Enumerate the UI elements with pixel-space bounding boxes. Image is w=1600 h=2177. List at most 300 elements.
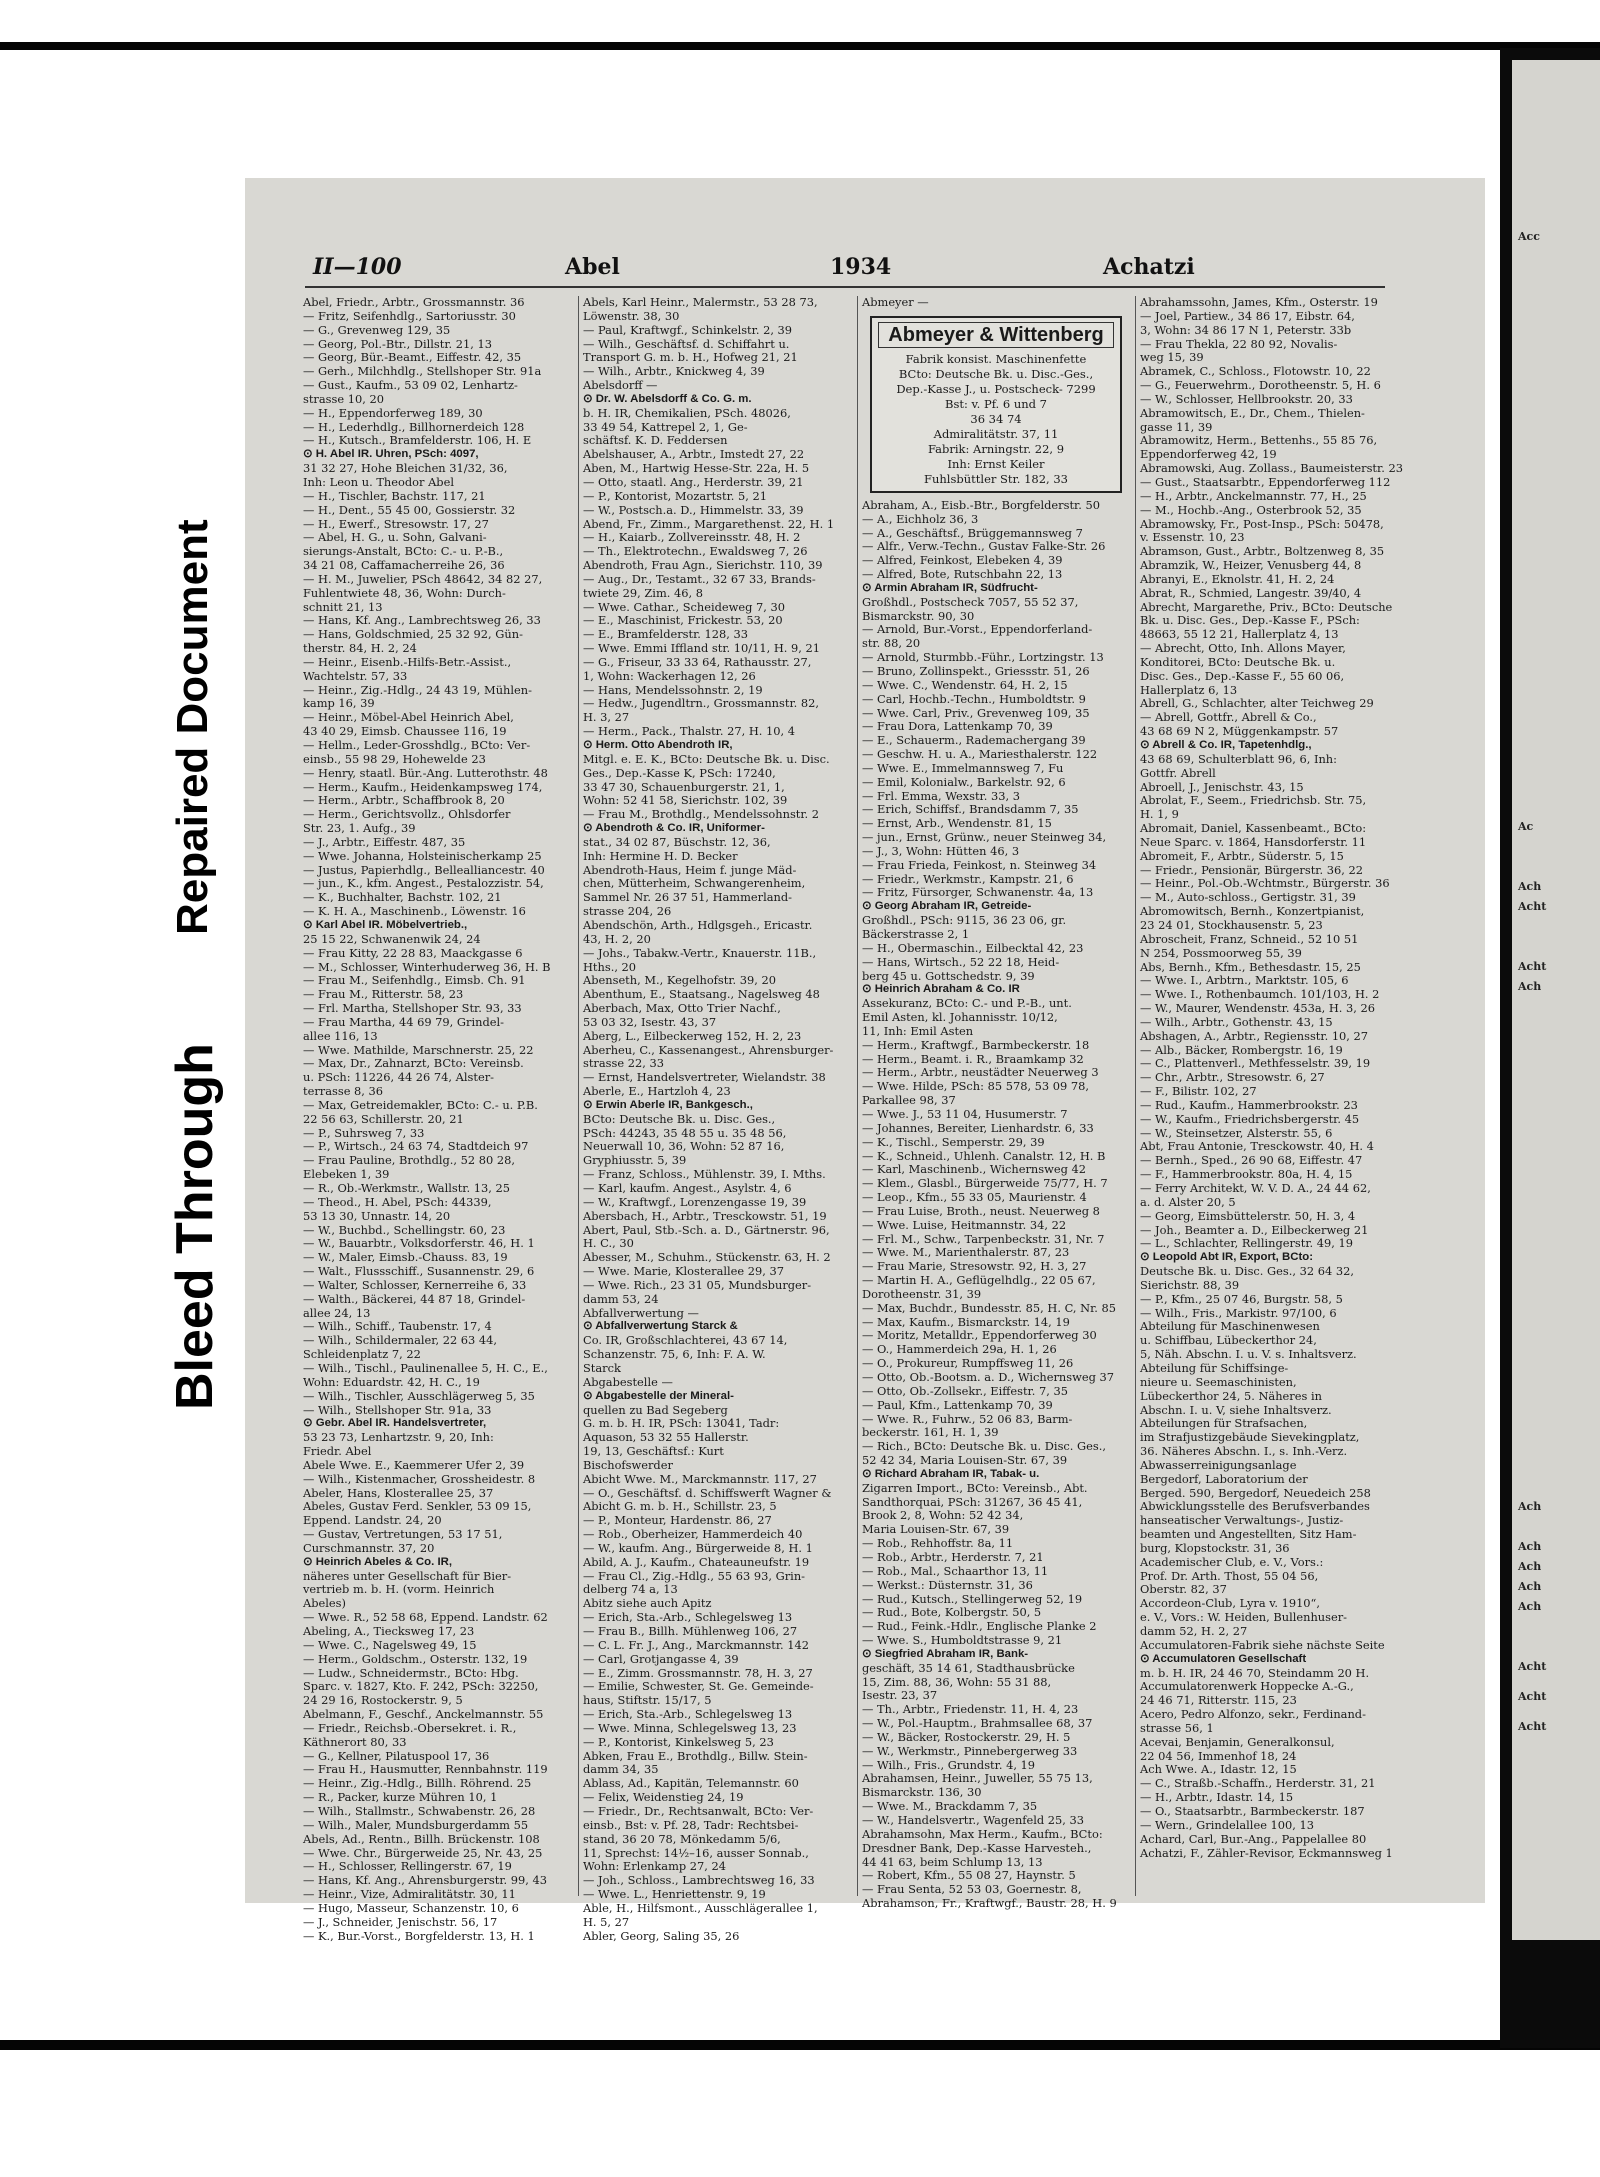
directory-entry: Abgabestelle — — [583, 1374, 673, 1389]
directory-entry: therstr. 84, H. 2, 24 — [303, 641, 417, 656]
directory-entry: Ach Wwe. A., Idastr. 12, 15 — [1140, 1762, 1297, 1777]
directory-entry: — Herm., Beamt. i. R., Braamkamp 32 — [862, 1051, 1084, 1066]
directory-entry: — Walter, Schlosser, Kernerreihe 6, 33 — [303, 1277, 527, 1292]
directory-entry: — H., Ewerf., Stresowstr. 17, 27 — [303, 516, 489, 531]
directory-entry: — W., Kaufm., Friedrichsbergerstr. 45 — [1140, 1111, 1360, 1126]
directory-entry: — Ernst, Handelsvertreter, Wielandstr. 38 — [583, 1070, 826, 1085]
directory-entry: terrasse 8, 36 — [303, 1084, 384, 1099]
directory-entry: quellen zu Bad Segeberg — [583, 1402, 728, 1417]
directory-entry: — M., Hochb.-Ang., Osterbrook 52, 35 — [1140, 502, 1362, 517]
directory-entry: Abwicklungsstelle des Berufsverbandes — [1140, 1499, 1370, 1514]
directory-entry: Str. 23, 1. Aufg., 39 — [303, 821, 416, 836]
directory-entry: — E., Bramfelderstr. 128, 33 — [583, 627, 749, 642]
directory-entry: — H., Arbtr., Idastr. 14, 15 — [1140, 1790, 1294, 1805]
directory-entry: Wachtelstr. 57, 33 — [303, 668, 408, 683]
directory-entry: Academischer Club, e. V., Vors.: — [1140, 1554, 1324, 1569]
directory-entry: Abschn. I. u. V, siehe Inhaltsverz. — [1140, 1402, 1332, 1417]
directory-entry: 22 04 56, Immenhof 18, 24 — [1140, 1748, 1297, 1763]
directory-entry: Abramowitz, Herm., Bettenhs., 55 85 76, — [1140, 433, 1378, 448]
directory-entry: — O., Prokureur, Rumpffsweg 11, 26 — [862, 1356, 1074, 1371]
directory-entry: — Hans, Kf. Ang., Lambrechtsweg 26, 33 — [303, 613, 541, 628]
directory-entry: — Friedr., Dr., Rechtsanwalt, BCto: Ver- — [583, 1803, 814, 1818]
directory-entry: — Joh., Beamter a. D., Eilbeckerweg 21 — [1140, 1222, 1369, 1237]
directory-entry: — Wilh., Fris., Markistr. 97/100, 6 — [1140, 1305, 1337, 1320]
directory-entry: — W., Pol.-Hauptm., Brahmsallee 68, 37 — [862, 1716, 1093, 1731]
directory-entry: — W., Bauarbtr., Volksdorferstr. 46, H. 1 — [303, 1236, 535, 1251]
directory-entry: Gryphiusstr. 5, 39 — [583, 1153, 687, 1168]
advertisement-title: Abmeyer & Wittenberg — [878, 322, 1114, 348]
directory-entry: — Hans, Wirtsch., 52 22 18, Heid- — [862, 954, 1060, 969]
directory-entry: näheres unter Gesellschaft für Bier- — [303, 1568, 512, 1583]
directory-entry: Ges., Dep.-Kasse K, PSch: 17240, — [583, 765, 776, 780]
directory-entry: — Frau Pauline, Brothdlg., 52 80 28, — [303, 1153, 516, 1168]
directory-entry: ⊙ Armin Abraham IR, Südfrucht- — [862, 581, 1038, 594]
directory-entry: strasse 10, 20 — [303, 391, 384, 406]
directory-entry: — K., Buchhalter, Bachstr. 102, 21 — [303, 890, 502, 905]
directory-entry: 1, Wohn: Wackerhagen 12, 26 — [583, 668, 756, 683]
directory-entry: — Friedr., Pensionär, Bürgerstr. 36, 22 — [1140, 862, 1363, 877]
directory-entry: — H., Eppendorferweg 189, 30 — [303, 405, 483, 420]
directory-entry: ⊙ Georg Abraham IR, Getreide- — [862, 900, 1032, 913]
column-3 — [862, 295, 1130, 1911]
directory-entry: — Wwe. L., Henriettenstr. 9, 19 — [583, 1887, 766, 1902]
directory-entry: H. 1, 9 — [1140, 807, 1179, 822]
directory-entry: — Abel, H. G., u. Sohn, Galvani- — [303, 530, 487, 545]
directory-entry: — Frau B., Billh. Mühlenweg 106, 27 — [583, 1624, 798, 1638]
directory-entry: — Wwe. Cathar., Scheideweg 7, 30 — [583, 599, 786, 614]
directory-entry: — Robert, Kfm., 55 08 27, Haynstr. 5 — [862, 1868, 1076, 1883]
directory-entry: — jun., K., kfm. Angest., Pestalozzistr. 54, — [303, 876, 544, 891]
directory-entry: — Emil, Kolonialw., Barkelstr. 92, 6 — [862, 774, 1066, 789]
directory-entry: Abrahamsen, Heinr., Juweller, 55 75 13, — [862, 1771, 1093, 1786]
advertisement-box — [870, 316, 1122, 493]
directory-entry: Löwenstr. 38, 30 — [583, 308, 680, 323]
directory-entry: stand, 36 20 78, Mönkedamm 5/6, — [583, 1831, 781, 1846]
directory-entry: — Johs., Tabakw.-Vertr., Knauerstr. 11B., — [583, 945, 817, 960]
directory-entry: — Herm., Goldschm., Osterstr. 132, 19 — [303, 1651, 528, 1666]
directory-entry: — H., Obermaschin., Eilbecktal 42, 23 — [862, 940, 1084, 955]
directory-entry: — Wwe. Johanna, Holsteinischerkamp 25 — [303, 848, 542, 863]
directory-entry: — Gust., Staatsarbtr., Eppendorferweg 112 — [1140, 474, 1391, 489]
directory-entry: 11, Inh: Emil Asten — [862, 1023, 974, 1038]
directory-entry: beckerstr. 161, H. 1, 39 — [862, 1425, 999, 1440]
directory-entry: — Herm., Arbtr., Schaffbrook 8, 20 — [303, 793, 505, 808]
directory-entry: 43 68 69, Schulterblatt 96, 6, Inh: — [1140, 751, 1337, 766]
directory-entry: — Otto, staatl. Ang., Herderstr. 39, 21 — [583, 474, 804, 489]
directory-entry: — Alfred, Feinkost, Elebeken 4, 39 — [862, 553, 1063, 568]
directory-entry: — Werkst.: Düsternstr. 31, 36 — [862, 1577, 1033, 1592]
directory-entry: — Hans, Goldschmied, 25 32 92, Gün- — [303, 627, 523, 642]
directory-entry: — Wilh., Fris., Grundstr. 4, 19 — [862, 1757, 1036, 1772]
directory-entry: Großhdl., Postscheck 7057, 55 52 37, — [862, 594, 1079, 609]
directory-entry: 43, H. 2, 20 — [583, 931, 651, 946]
adjacent-page-text: Acht — [1518, 900, 1547, 913]
directory-entry: Abteilungen für Strafsachen, — [1140, 1416, 1308, 1431]
directory-entry: — Frau M., Seifenhdlg., Eimsb. Ch. 91 — [303, 973, 526, 988]
directory-entry: Aquason, 53 32 55 Hallerstr. — [583, 1430, 749, 1445]
directory-entry: Abranyi, E., Eknolstr. 41, H. 2, 24 — [1140, 571, 1335, 586]
adjacent-page-text: Ach — [1518, 1560, 1542, 1573]
directory-entry: Abitz siehe auch Apitz — [583, 1596, 712, 1611]
directory-entry: Abels, Karl Heinr., Malermstr., 53 28 73, — [583, 295, 818, 309]
page-number: II—100 — [313, 254, 402, 280]
directory-entry: — Th., Arbtr., Friedenstr. 11, H. 4, 23 — [862, 1702, 1079, 1717]
directory-entry: Aberbach, Max, Otto Trier Nachf., — [583, 1001, 781, 1016]
directory-entry: — Frl. Martha, Stellshoper Str. 93, 33 — [303, 1001, 522, 1016]
directory-entry: Abroscheit, Franz, Schneid., 52 10 51 — [1140, 931, 1359, 946]
adjacent-page-text: Acht — [1518, 1660, 1547, 1673]
directory-entry: str. 88, 20 — [862, 636, 921, 651]
directory-entry: — J., Arbtr., Eiffestr. 487, 35 — [303, 834, 466, 849]
directory-entry: ⊙ Dr. W. Abelsdorff & Co. G. m. — [583, 392, 752, 405]
adjacent-page-text: Acht — [1518, 1720, 1547, 1733]
directory-entry: — E., Schauerm., Rademachergang 39 — [862, 733, 1086, 748]
adjacent-page-text: Ach — [1518, 1580, 1542, 1593]
directory-entry: Oberstr. 82, 37 — [1140, 1582, 1227, 1597]
directory-entry: — Franz, Schloss., Mühlenstr. 39, I. Mths. — [583, 1167, 826, 1182]
advertisement-line: Inh: Ernst Keiler — [947, 456, 1045, 471]
directory-entry: Schleidenplatz 7, 22 — [303, 1347, 421, 1362]
directory-entry: Starck — [583, 1360, 621, 1375]
directory-entry: Gottfr. Abrell — [1140, 765, 1216, 780]
directory-entry: 52 42 34, Maria Louisen-Str. 67, 39 — [862, 1453, 1068, 1468]
directory-entry: — Herm., Kraftwgf., Barmbeckerstr. 18 — [862, 1037, 1090, 1052]
directory-entry: 53 13 30, Unnastr. 14, 20 — [303, 1208, 451, 1223]
directory-entry: — Herm., Arbtr., neustädter Neuerweg 3 — [862, 1065, 1099, 1080]
directory-entry: — Wwe. Hilde, PSch: 85 578, 53 09 78, — [862, 1079, 1090, 1094]
advertisement-line: Fabrik: Arningstr. 22, 9 — [927, 441, 1065, 456]
directory-entry: Abteilung für Schiffsinge- — [1140, 1360, 1289, 1375]
directory-entry: — E., Maschinist, Frickestr. 53, 20 — [583, 613, 783, 628]
directory-entry: PSch: 44243, 35 48 55 u. 35 48 56, — [583, 1125, 787, 1140]
adjacent-page-text: Ach — [1518, 1600, 1542, 1613]
directory-entry: — Moritz, Metalldr., Eppendorferweg 30 — [862, 1328, 1097, 1343]
directory-entry: H. 3, 27 — [583, 710, 630, 725]
directory-entry: — Wwe. R., Fuhrw., 52 06 83, Barm- — [862, 1411, 1073, 1426]
directory-entry: — Wilh., Schildermaler, 22 63 44, — [303, 1333, 498, 1348]
directory-entry: 33 49 54, Kattrepel 2, 1, Ge- — [583, 419, 748, 434]
directory-entry: Abel, Friedr., Arbtr., Grossmannstr. 36 — [303, 295, 525, 309]
directory-entry: — Otto, Ob.-Zollsekr., Eiffestr. 7, 35 — [862, 1383, 1068, 1398]
directory-entry: Bischofswerder — [583, 1457, 673, 1472]
column-divider — [578, 296, 579, 1896]
directory-entry: — Wwe. Rich., 23 31 05, Mundsburger- — [583, 1277, 812, 1292]
directory-entry: Abrahamson, Fr., Kraftwgf., Baustr. 28, H. 9 — [862, 1896, 1117, 1911]
directory-entry: — H., Kaiarb., Zollvereinsstr. 48, H. 2 — [583, 530, 801, 545]
directory-entry: Abramek, C., Schloss., Flotowstr. 10, 22 — [1140, 364, 1371, 379]
directory-entry: — Martin H. A., Geflügelhdlg., 22 05 67, — [862, 1273, 1096, 1288]
directory-entry: — K. H. A., Maschinenb., Löwenstr. 16 — [303, 904, 526, 919]
directory-entry: — Wwe. E., Immelmannsweg 7, Fu — [862, 760, 1064, 775]
directory-entry: — Heinr., Eisenb.-Hilfs-Betr.-Assist., — [303, 654, 512, 669]
directory-entry: — Frau M., Ritterstr. 58, 23 — [303, 987, 464, 1002]
directory-entry: — Bruno, Zollinspekt., Griessstr. 51, 26 — [862, 663, 1090, 678]
directory-entry: — Rud., Bote, Kolbergstr. 50, 5 — [862, 1605, 1042, 1620]
directory-entry: — Rob., Mal., Schaarthor 13, 11 — [862, 1563, 1049, 1578]
directory-entry: Hths., 20 — [583, 959, 637, 974]
directory-entry: geschäft, 35 14 61, Stadthausbrücke — [862, 1660, 1075, 1675]
directory-entry: — O., Staatsarbtr., Barmbeckerstr. 187 — [1140, 1803, 1365, 1818]
directory-entry: — Wilh., Arbtr., Gothenstr. 43, 15 — [1140, 1014, 1333, 1029]
directory-entry: burg, Klopstockstr. 31, 36 — [1140, 1540, 1290, 1555]
directory-entry: N 254, Possmoorweg 55, 39 — [1140, 945, 1302, 960]
directory-entry: — P., Wirtsch., 24 63 74, Stadtdeich 97 — [303, 1139, 529, 1154]
directory-entry: 31 32 27, Hohe Bleichen 31/32, 36, — [303, 461, 508, 476]
directory-entry: ⊙ Siegfried Abraham IR, Bank- — [862, 1647, 1029, 1660]
directory-entry: — W., kaufm. Ang., Bürgerweide 8, H. 1 — [583, 1540, 813, 1555]
directory-entry: Abicht Wwe. M., Marckmannstr. 117, 27 — [583, 1471, 817, 1486]
directory-entry: — Gust., Kaufm., 53 09 02, Lenhartz- — [303, 378, 518, 393]
directory-entry: — K., Tischl., Semperstr. 29, 39 — [862, 1134, 1045, 1149]
directory-entry: — G., Feuerwehrm., Dorotheenstr. 5, H. 6 — [1140, 378, 1381, 393]
directory-entry: — K., Schneid., Uhlenh. Canalstr. 12, H. B — [862, 1148, 1106, 1163]
directory-entry: allee 24, 13 — [303, 1305, 371, 1320]
directory-entry: — Hellm., Leder-Grosshdlg., BCto: Ver- — [303, 738, 531, 752]
directory-entry: — Rud., Feink.-Hdlr., Englische Planke 2 — [862, 1619, 1097, 1634]
directory-entry: ⊙ Abgabestelle der Mineral- — [583, 1389, 734, 1402]
directory-entry: — Frau Kitty, 22 28 83, Maackgasse 6 — [303, 945, 523, 960]
directory-entry: — Ernst, Arb., Wendenstr. 81, 15 — [862, 816, 1052, 831]
directory-entry: Schanzenstr. 75, 6, Inh: F. A. W. — [583, 1347, 766, 1362]
header-year: 1934 — [830, 254, 892, 280]
directory-entry: 22 56 63, Schillerstr. 20, 21 — [303, 1111, 464, 1126]
directory-entry: — Fritz, Fürsorger, Schwanenstr. 4a, 13 — [862, 885, 1094, 900]
directory-entry: Deutsche Bk. u. Disc. Ges., 32 64 32, — [1140, 1264, 1354, 1279]
directory-entry: Transport G. m. b. H., Hofweg 21, 21 — [583, 350, 798, 365]
directory-entry: — H., Lederhdlg., Billhornerdeich 128 — [303, 419, 525, 434]
directory-entry: — P., Monteur, Hardenstr. 86, 27 — [583, 1513, 772, 1528]
adjacent-page-text: Acc — [1518, 230, 1540, 243]
directory-entry: Fuhlentwiete 48, 36, Wohn: Durch- — [303, 585, 506, 600]
directory-entry: — Wilh., Schiff., Taubenstr. 17, 4 — [303, 1319, 492, 1334]
directory-entry: Achatzi, F., Zähler-Revisor, Eckmannsweg 1 — [1140, 1845, 1393, 1860]
directory-entry: Abrell, G., Schlachter, alter Teichweg 29 — [1140, 696, 1374, 711]
directory-entry: Abenthum, E., Staatsang., Nagelsweg 48 — [583, 987, 820, 1002]
directory-entry: Maria Louisen-Str. 67, 39 — [862, 1522, 1010, 1537]
directory-entry: vertrieb m. b. H. (vorm. Heinrich — [303, 1582, 495, 1597]
directory-entry: — Frau Marie, Stresowstr. 92, H. 3, 27 — [862, 1259, 1087, 1274]
directory-entry: Ablass, Ad., Kapitän, Telemannstr. 60 — [583, 1776, 799, 1791]
directory-entry: — W., Bäcker, Rostockerstr. 29, H. 5 — [862, 1729, 1071, 1744]
directory-entry: — Heinr., Pol.-Ob.-Wchtmstr., Bürgerstr. 36 — [1140, 876, 1390, 891]
directory-entry: — Alfr., Verw.-Techn., Gustav Falke-Str. 26 — [862, 539, 1106, 554]
directory-entry: 43 68 69 N 2, Müggenkampstr. 57 — [1140, 724, 1339, 739]
directory-entry: Abmeyer — — [862, 295, 929, 309]
directory-entry: ⊙ Leopold Abt IR, Export, BCto: — [1140, 1251, 1314, 1264]
column-2 — [583, 295, 851, 1943]
directory-entry: Aberle, E., Hartzloh 4, 23 — [583, 1084, 731, 1099]
directory-entry: Aberg, L., Eilbeckerweg 152, H. 2, 23 — [583, 1028, 802, 1043]
directory-entry: — Frau Cl., Zig.-Hdlg., 55 63 93, Grin- — [583, 1568, 806, 1583]
directory-entry: Abken, Frau E., Brothdlg., Billw. Stein- — [583, 1748, 808, 1763]
adjacent-page-text: Ach — [1518, 980, 1542, 993]
directory-entry: delberg 74 a, 13 — [583, 1582, 678, 1597]
directory-entry: Abroell, J., Jenischstr. 43, 15 — [1140, 779, 1304, 794]
directory-entry: Achard, Carl, Bur.-Ang., Pappelallee 80 — [1140, 1831, 1367, 1846]
directory-entry: Abeles) — [303, 1596, 346, 1611]
directory-entry: — W., Steinsetzer, Alsterstr. 55, 6 — [1140, 1125, 1333, 1140]
column-divider — [1135, 296, 1136, 1896]
directory-entry: — W., Buchbd., Schellingstr. 60, 23 — [303, 1222, 506, 1237]
directory-entry: Aberheu, C., Kassenangest., Ahrensburger- — [583, 1042, 834, 1057]
directory-entry: Friedr. Abel — [303, 1444, 372, 1459]
directory-entry: Abeles, Gustav Ferd. Senkler, 53 09 15, — [303, 1499, 532, 1514]
directory-entry: — H., Kutsch., Bramfelderstr. 106, H. E — [303, 433, 532, 448]
directory-entry: Bäckerstrasse 2, 1 — [862, 927, 970, 941]
advertisement-line: Bst: v. Pf. 6 und 7 — [945, 396, 1047, 411]
directory-entry: — Herm., Pack., Thalstr. 27, H. 10, 4 — [583, 724, 795, 739]
directory-entry: Lübeckerthor 24, 5. Näheres in — [1140, 1388, 1322, 1403]
directory-entry: weg 15, 39 — [1140, 350, 1204, 365]
directory-entry: — Gustav, Vertretungen, 53 17 51, — [303, 1527, 503, 1542]
directory-entry: — C., Straßb.-Schaffn., Herderstr. 31, 21 — [1140, 1776, 1376, 1791]
directory-entry: — W., Schlosser, Hellbrookstr. 20, 33 — [1140, 391, 1353, 406]
directory-entry: Neuerwall 10, 36, Wohn: 52 87 16, — [583, 1139, 785, 1154]
directory-entry: 43 40 29, Eimsb. Chaussee 116, 19 — [303, 724, 507, 739]
directory-entry: Abicht G. m. b. H., Schillstr. 23, 5 — [583, 1499, 777, 1514]
directory-entry: einsb., 55 98 29, Hohewelde 23 — [303, 751, 486, 766]
directory-entry: Abend, Fr., Zimm., Margarethenst. 22, H. 1 — [583, 516, 835, 531]
directory-entry: — H., Arbtr., Anckelmannstr. 77, H., 25 — [1140, 488, 1367, 503]
directory-entry: 24 29 16, Rostockerstr. 9, 5 — [303, 1693, 463, 1708]
directory-page — [245, 178, 1485, 1943]
directory-entry: Curschmannstr. 37, 20 — [303, 1540, 435, 1555]
directory-entry: Sammel Nr. 26 37 51, Hammerland- — [583, 890, 792, 905]
directory-entry: damm 34, 35 — [583, 1762, 659, 1777]
directory-entry: Abendroth-Haus, Heim f. junge Mäd- — [583, 862, 797, 877]
directory-entry: — Aug., Dr., Testamt., 32 67 33, Brands- — [583, 571, 816, 586]
directory-entry: — Abrell, Gottfr., Abrell & Co., — [1140, 710, 1317, 725]
directory-entry: — Wwe. M., Brackdamm 7, 35 — [862, 1799, 1038, 1814]
directory-entry: Accordeon-Club, Lyra v. 1910“, — [1140, 1596, 1321, 1611]
directory-entry: Abesser, M., Schuhm., Stückenstr. 63, H. 2 — [583, 1250, 831, 1265]
directory-entry: damm 52, H. 2, 27 — [1140, 1624, 1248, 1638]
directory-entry: — Frl. M., Schw., Tarpenbeckstr. 31, Nr. 7 — [862, 1231, 1105, 1246]
directory-entry: Sierichstr. 88, 39 — [1140, 1277, 1240, 1292]
directory-entry: Bergedorf, Laboratorium der — [1140, 1471, 1308, 1486]
directory-entry: — J., Schneider, Jenischstr. 56, 17 — [303, 1914, 498, 1929]
advertisement-line: Fabrik konsist. Maschinenfette — [905, 351, 1087, 366]
directory-entry: ⊙ Heinrich Abeles & Co. IR, — [303, 1555, 453, 1568]
directory-entry: — Leop., Kfm., 55 33 05, Maurienstr. 4 — [862, 1190, 1087, 1205]
directory-entry: — Georg, Eimsbüttelerstr. 50, H. 3, 4 — [1140, 1208, 1356, 1223]
directory-entry: — Frau Luise, Broth., neust. Neuerweg 8 — [862, 1203, 1100, 1218]
directory-entry: Acevai, Benjamin, Generalkonsul, — [1140, 1734, 1335, 1749]
directory-entry: — Wwe. M., Marienthalerstr. 87, 23 — [862, 1245, 1070, 1260]
directory-entry: Elebeken 1, 39 — [303, 1167, 390, 1182]
directory-entry: — Wwe. C., Nagelsweg 49, 15 — [303, 1637, 477, 1652]
directory-entry: — M., Auto-schloss., Gertigstr. 31, 39 — [1140, 890, 1356, 905]
directory-entry: chen, Mütterheim, Schwangerenheim, — [583, 876, 806, 891]
directory-entry: — Frau H., Hausmutter, Rennbahnstr. 119 — [303, 1762, 548, 1777]
directory-entry: — Hans, Kf. Ang., Ahrensburgerstr. 99, 43 — [303, 1873, 548, 1888]
directory-entry: G. m. b. H. IR, PSch: 13041, Tadr: — [583, 1416, 780, 1431]
directory-entry: 23 24 01, Stockhausenstr. 5, 23 — [1140, 917, 1323, 932]
directory-entry: Mitgl. e. E. K., BCto: Deutsche Bk. u. Disc. — [583, 751, 830, 766]
directory-entry: — K., Bur.-Vorst., Borgfelderstr. 13, H. 1 — [303, 1928, 535, 1943]
directory-entry: — Emilie, Schwester, St. Ge. Gemeinde- — [583, 1679, 814, 1694]
directory-entry: Wohn: Eduardstr. 42, H. C., 19 — [303, 1374, 480, 1389]
directory-entry: — Max, Dr., Zahnarzt, BCto: Vereinsb. — [303, 1056, 524, 1071]
directory-entry: — C., Plattenverl., Methfesselstr. 39, 19 — [1140, 1056, 1371, 1071]
header-first-name: Abel — [565, 254, 620, 280]
column-divider — [857, 296, 858, 1896]
directory-entry: — Walt., Flussschiff., Susannenstr. 29, 6 — [303, 1264, 535, 1279]
directory-entry: Isestr. 23, 37 — [862, 1688, 938, 1703]
directory-entry: 34 21 08, Caffamacherreihe 26, 36 — [303, 558, 505, 573]
directory-entry: — Georg, Bür.-Beamt., Eiffestr. 42, 35 — [303, 350, 522, 365]
directory-entry: Abrat, R., Schmied, Langestr. 39/40, 4 — [1140, 585, 1362, 600]
directory-entry: — Rud., Kutsch., Stellingerweg 52, 19 — [862, 1591, 1083, 1606]
directory-entry: — Heinr., Zig.-Hdlg., 24 43 19, Mühlen- — [303, 682, 532, 697]
directory-entry: Abrolat, F., Seem., Friedrichsb. Str. 75, — [1140, 793, 1367, 808]
directory-entry: sierungs-Anstalt, BCto: C.- u. P.-B., — [303, 544, 504, 559]
directory-entry: — Wwe. Mathilde, Marschnerstr. 25, 22 — [303, 1042, 534, 1057]
directory-entry: Zigarren Import., BCto: Vereinsb., Abt. — [862, 1480, 1088, 1495]
directory-entry: Disc. Ges., Dep.-Kasse F., 55 60 06, — [1140, 668, 1345, 683]
directory-entry: — Wwe. I., Rothenbaumch. 101/103, H. 2 — [1140, 987, 1380, 1002]
directory-entry: Konditorei, BCto: Deutsche Bk. u. — [1140, 654, 1336, 669]
directory-entry: ⊙ Abrell & Co. IR, Tapetenhdlg., — [1140, 739, 1312, 751]
directory-entry: — Henry, staatl. Bür.-Ang. Lutterothstr. 48 — [303, 765, 548, 780]
directory-entry: 15, Zim. 88, 36, Wohn: 55 31 88, — [862, 1674, 1052, 1689]
directory-entry: — C. L. Fr. J., Ang., Marckmannstr. 142 — [583, 1637, 810, 1652]
bleed-through-label: Bleed Through — [166, 1043, 224, 1410]
directory-entry: — Wilh., Maler, Mundsburgerdamm 55 — [303, 1817, 529, 1832]
directory-entry: Emil Asten, kl. Johannisstr. 10/12, — [862, 1010, 1058, 1025]
advertisement-line: Fuhlsbüttler Str. 182, 33 — [924, 471, 1068, 486]
directory-entry: — Heinr., Möbel-Abel Heinrich Abel, — [303, 710, 514, 725]
directory-entry: — Wwe. Emmi Iffland str. 10/11, H. 9, 21 — [583, 641, 820, 656]
directory-entry: — Max, Buchdr., Bundesstr. 85, H. C, Nr. 85 — [862, 1300, 1117, 1315]
directory-entry: Eppend. Landstr. 24, 20 — [303, 1513, 442, 1528]
directory-entry: Abels, Ad., Rentn., Billh. Brückenstr. 108 — [303, 1831, 540, 1846]
directory-entry: Assekuranz, BCto: C.- und P.-B., unt. — [862, 996, 1072, 1011]
directory-entry: haus, Stiftstr. 15/17, 5 — [583, 1693, 712, 1708]
directory-entry: Großhdl., PSch: 9115, 36 23 06, gr. — [862, 913, 1067, 928]
directory-entry: 19, 13, Geschäftsf.: Kurt — [583, 1444, 724, 1459]
directory-entry: — Wwe. C., Wendenstr. 64, H. 2, 15 — [862, 677, 1068, 692]
directory-entry: — F., Bilistr. 102, 27 — [1140, 1084, 1257, 1099]
directory-entry: Prof. Dr. Arth. Thost, 55 04 56, — [1140, 1568, 1319, 1583]
directory-entry: ⊙ Erwin Aberle IR, Bankgesch., — [583, 1098, 753, 1111]
directory-entry: — Wwe. Marie, Klosterallee 29, 37 — [583, 1264, 785, 1279]
directory-entry: 44 41 63, beim Schlump 13, 13 — [862, 1854, 1043, 1869]
directory-entry: Dresdner Bank, Dep.-Kasse Harvesteh., — [862, 1840, 1092, 1855]
directory-entry: v. Essenstr. 10, 23 — [1140, 530, 1245, 545]
directory-entry: u. Schiffbau, Lübeckerthor 24, — [1140, 1333, 1317, 1348]
directory-entry: Accumulatoren-Fabrik siehe nächste Seite — [1140, 1637, 1385, 1652]
directory-entry: ⊙ Heinrich Abraham & Co. IR — [862, 983, 1020, 996]
directory-entry: Abromait, Daniel, Kassenbeamt., BCto: — [1140, 821, 1367, 836]
directory-entry: Accumulatorenwerk Hoppecke A.-G., — [1140, 1679, 1354, 1694]
directory-entry: Abs, Bernh., Kfm., Bethesdastr. 15, 25 — [1140, 959, 1361, 974]
directory-entry: Abshagen, A., Arbtr., Regiensstr. 10, 27 — [1140, 1028, 1369, 1043]
directory-entry: — Wilh., Tischler, Ausschlägerweg 5, 35 — [303, 1388, 535, 1403]
directory-entry: — O., Geschäftsf. d. Schiffswerft Wagner & — [583, 1485, 832, 1500]
directory-entry: e. V., Vors.: W. Heiden, Bullenhuser- — [1140, 1610, 1347, 1625]
directory-entry: Abenseth, M., Kegelhofstr. 39, 20 — [583, 973, 776, 988]
directory-entry: Abeler, Hans, Klosterallee 25, 37 — [303, 1485, 494, 1500]
directory-entry: — Georg, Pol.-Btr., Dillstr. 21, 13 — [303, 336, 493, 351]
directory-entry: — F., Hammerbrookstr. 80a, H. 4, 15 — [1140, 1167, 1353, 1182]
directory-entry: schäftsf. K. D. Feddersen — [583, 433, 728, 448]
directory-entry: — Friedr., Reichsb.-Obersekret. i. R., — [303, 1720, 517, 1735]
directory-entry: Abramowitsch, E., Dr., Chem., Thielen- — [1140, 405, 1365, 420]
directory-entry: — P., Suhrsweg 7, 33 — [303, 1125, 425, 1140]
directory-entry: — Joh., Schloss., Lambrechtsweg 16, 33 — [583, 1873, 815, 1888]
directory-entry: — Paul, Kfm., Lattenkamp 70, 39 — [862, 1397, 1053, 1412]
